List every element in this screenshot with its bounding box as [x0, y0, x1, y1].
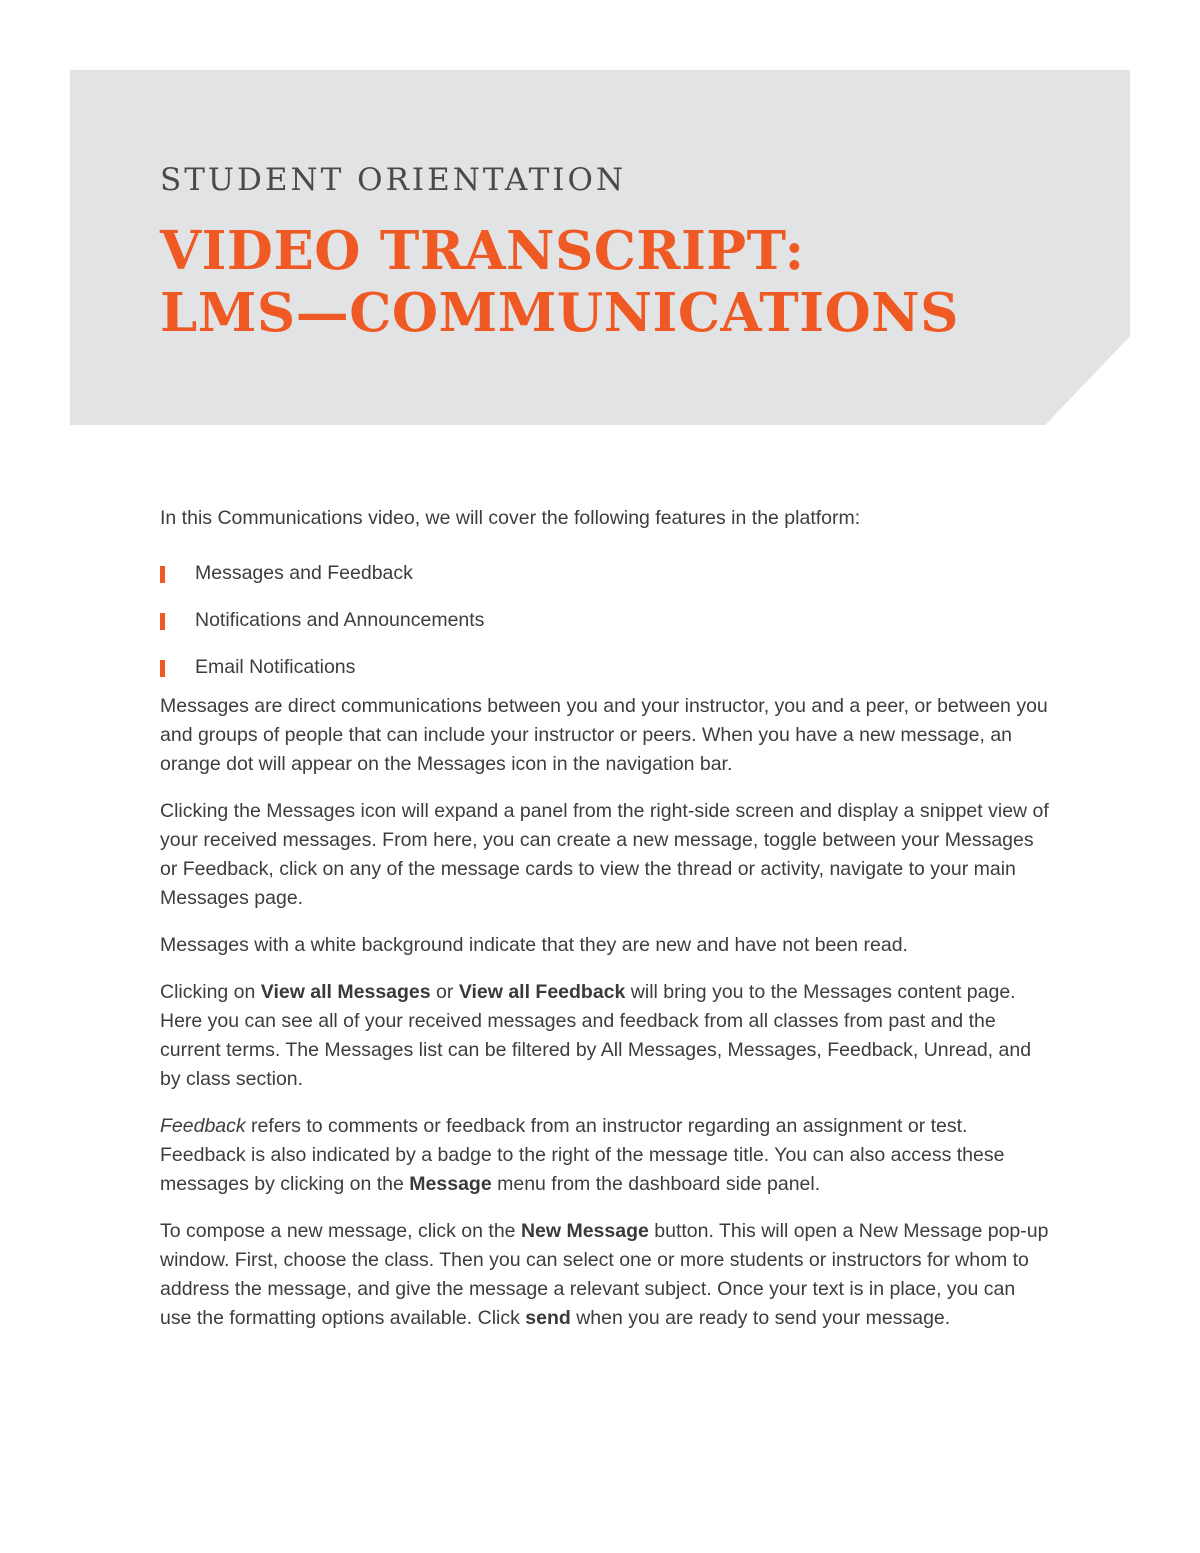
new-message-term: New Message	[520, 1220, 649, 1242]
page-title-line-1: VIDEO TRANSCRIPT:	[160, 220, 805, 282]
page-title-line-2: LMS—COMMUNICATIONS	[160, 282, 959, 344]
bullet-marker-icon	[160, 613, 165, 630]
text-run: To compose a new message, click on the	[160, 1220, 521, 1242]
transcript-body	[160, 504, 1050, 1351]
view-all-messages-term: View all Messages	[260, 981, 431, 1003]
text-run: refers to comments or feedback from an instructor regarding an assignment or test. Feedback is also indicated by a badge to the right of the message title. You can also access these messages by clicking on the	[160, 1115, 1005, 1195]
bullet-marker-icon	[160, 566, 165, 583]
paragraph-compose	[160, 1217, 1050, 1333]
feature-label: Notifications and Announcements	[195, 609, 485, 631]
paragraph-unread-note: Messages with a white background indicate that they are new and have not been read.	[160, 934, 908, 956]
text-run: or	[430, 981, 459, 1003]
list-item	[160, 559, 1050, 588]
list-item	[160, 653, 1050, 682]
text-run: Clicking on	[160, 981, 261, 1003]
list-item	[160, 606, 1050, 635]
feedback-term: Feedback	[160, 1115, 246, 1137]
bullet-marker-icon	[160, 660, 165, 677]
send-term: send	[525, 1307, 571, 1329]
feature-label: Email Notifications	[195, 656, 356, 678]
paragraph-messages-panel: Clicking the Messages icon will expand a panel from the right-side screen and display a snippet view of your received messages. From here, you can create a new message, toggle between your Messages or Feedback, click on any of the message cards to view the thread or activity, navigate to your main Messages page.	[160, 800, 1049, 909]
paragraph-messages-intro: Messages are direct communications between you and your instructor, you and a peer, or between you and groups of people that can include your instructor or peers. When you have a new message, an orange dot will appear on the Messages icon in the navigation bar.	[160, 695, 1048, 775]
intro-paragraph: In this Communications video, we will cover the following features in the platform:	[160, 507, 861, 529]
text-run: will bring you to the Messages content page. Here you can see all of your received messages and feedback from all classes from past and the current terms. The Messages list can be filtered by All Messages, Messages, Feedback, Unread, and by class section.	[160, 981, 1032, 1090]
eyebrow-heading: STUDENT ORIENTATION	[160, 162, 627, 198]
view-all-feedback-term: View all Feedback	[458, 981, 626, 1003]
text-run: menu from the dashboard side panel.	[491, 1173, 821, 1195]
feature-list	[160, 559, 1050, 682]
paragraph-feedback	[160, 1112, 1050, 1199]
page-title	[160, 220, 959, 344]
text-run: button. This will open a New Message pop-up window. First, choose the class. Then you can select one or more students or instructors for whom to address the message, and give the message a relevant subject. Once your text is in place, you can use the formatting options available. Click	[160, 1220, 1049, 1329]
text-run: when you are ready to send your message.	[570, 1307, 951, 1329]
message-menu-term: Message	[409, 1173, 492, 1195]
feature-label: Messages and Feedback	[195, 562, 413, 584]
paragraph-view-all	[160, 978, 1050, 1094]
